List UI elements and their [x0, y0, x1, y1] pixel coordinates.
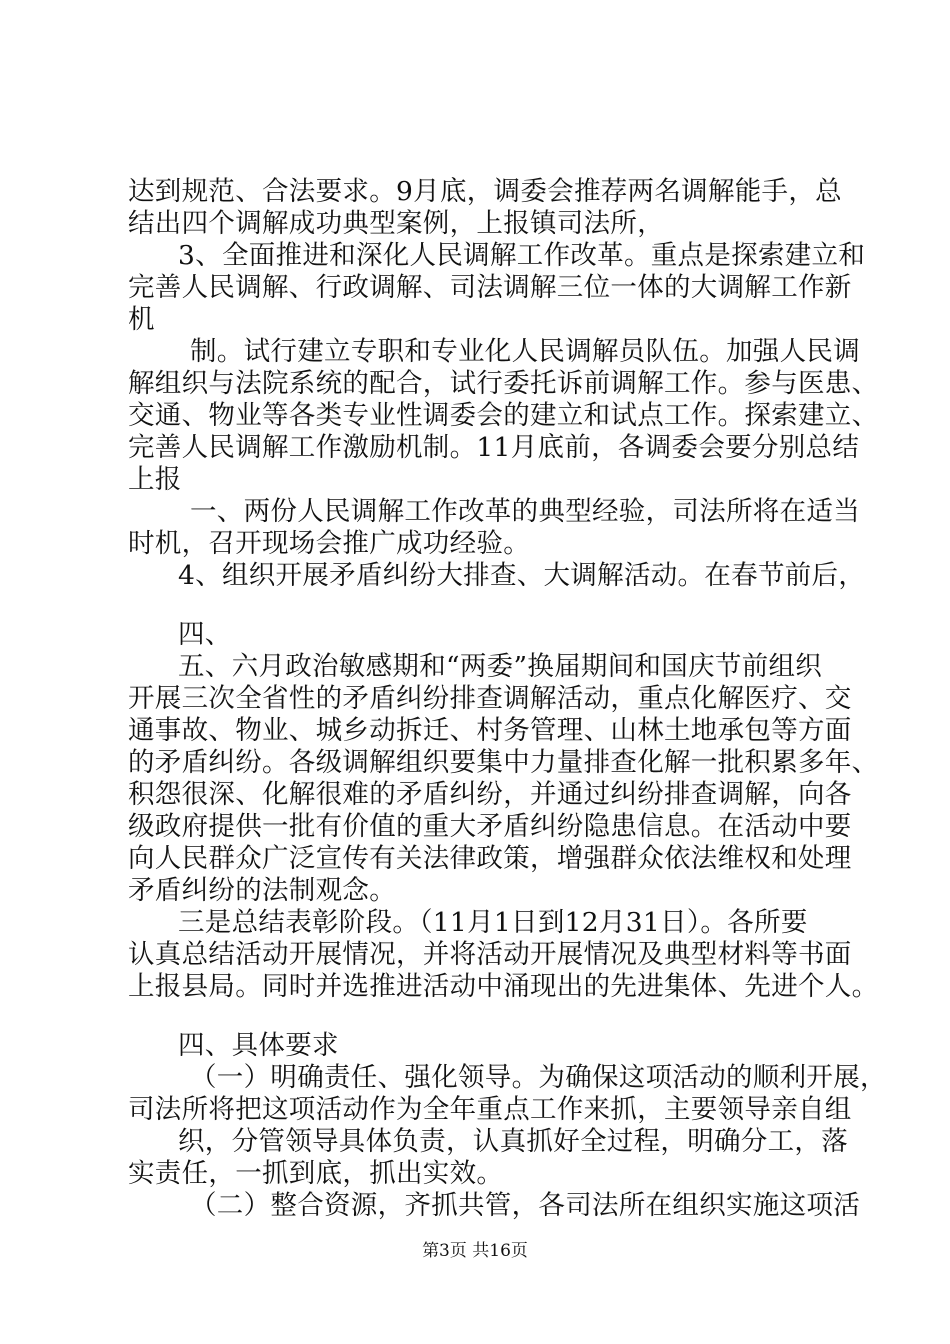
paragraph-line: 向人民群众广泛宣传有关法律政策，增强群众依法维权和处理	[128, 843, 852, 874]
paragraph-line: 积怨很深、化解很难的矛盾纠纷，并通过纠纷排查调解，向各	[128, 779, 852, 810]
paragraph-line: 上报	[128, 464, 182, 495]
paragraph-line: 的矛盾纠纷。各级调解组织要集中力量排查化解一批积累多年、	[128, 747, 879, 778]
paragraph-line: （一）明确责任、强化领导。为确保这项活动的顺利开展，	[190, 1062, 887, 1093]
paragraph-line: 3、全面推进和深化人民调解工作改革。重点是探索建立和	[178, 240, 866, 271]
paragraph-line: 交通、物业等各类专业性调委会的建立和试点工作。探索建立、	[128, 400, 879, 431]
paragraph-line: 司法所将把这项活动作为全年重点工作来抓，主要领导亲自组	[128, 1094, 852, 1125]
paragraph-line: 4、组织开展矛盾纠纷大排查、大调解活动。在春节前后，	[178, 560, 866, 591]
paragraph-line: 认真总结活动开展情况，并将活动开展情况及典型材料等书面	[128, 939, 852, 970]
paragraph-line: 机	[128, 304, 155, 335]
paragraph-line: 开展三次全省性的矛盾纠纷排查调解活动，重点化解医疗、交	[128, 683, 852, 714]
page-number-footer: 第3页 共16页	[422, 1241, 528, 1261]
paragraph-line: 结出四个调解成功典型案例，上报镇司法所，	[128, 208, 664, 239]
paragraph-line: （二）整合资源，齐抓共管，各司法所在组织实施这项活	[190, 1190, 860, 1221]
paragraph-line: 矛盾纠纷的法制观念。	[128, 875, 396, 906]
paragraph-line: 时机，召开现场会推广成功经验。	[128, 528, 530, 559]
paragraph-line: 实责任，一抓到底，抓出实效。	[128, 1158, 504, 1189]
paragraph-line: 四、	[178, 619, 232, 650]
paragraph-line: 完善人民调解工作激励机制。11月底前，各调委会要分别总结	[128, 432, 860, 463]
section-heading: 四、具体要求	[178, 1030, 339, 1061]
paragraph-line: 五、六月政治敏感期和“两委”换届期间和国庆节前组织	[178, 651, 823, 682]
paragraph-line: 一、两份人民调解工作改革的典型经验，司法所将在适当	[190, 496, 860, 527]
paragraph-line: 通事故、物业、城乡动拆迁、村务管理、山林土地承包等方面	[128, 715, 852, 746]
paragraph-line: 上报县局。同时并选推进活动中涌现出的先进集体、先进个人。	[128, 971, 879, 1002]
paragraph-line: 达到规范、合法要求。9月底，调委会推荐两名调解能手，总	[128, 176, 842, 207]
paragraph-line: 三是总结表彰阶段。（11月1日到12月31日）。各所要	[178, 907, 808, 938]
paragraph-line: 级政府提供一批有价值的重大矛盾纠纷隐患信息。在活动中要	[128, 811, 852, 842]
paragraph-line: 解组织与法院系统的配合，试行委托诉前调解工作。参与医患、	[128, 368, 879, 399]
paragraph-line: 制。试行建立专职和专业化人民调解员队伍。加强人民调	[190, 336, 860, 367]
paragraph-line: 织，分管领导具体负责，认真抓好全过程，明确分工，落	[178, 1126, 848, 1157]
paragraph-line: 完善人民调解、行政调解、司法调解三位一体的大调解工作新	[128, 272, 852, 303]
